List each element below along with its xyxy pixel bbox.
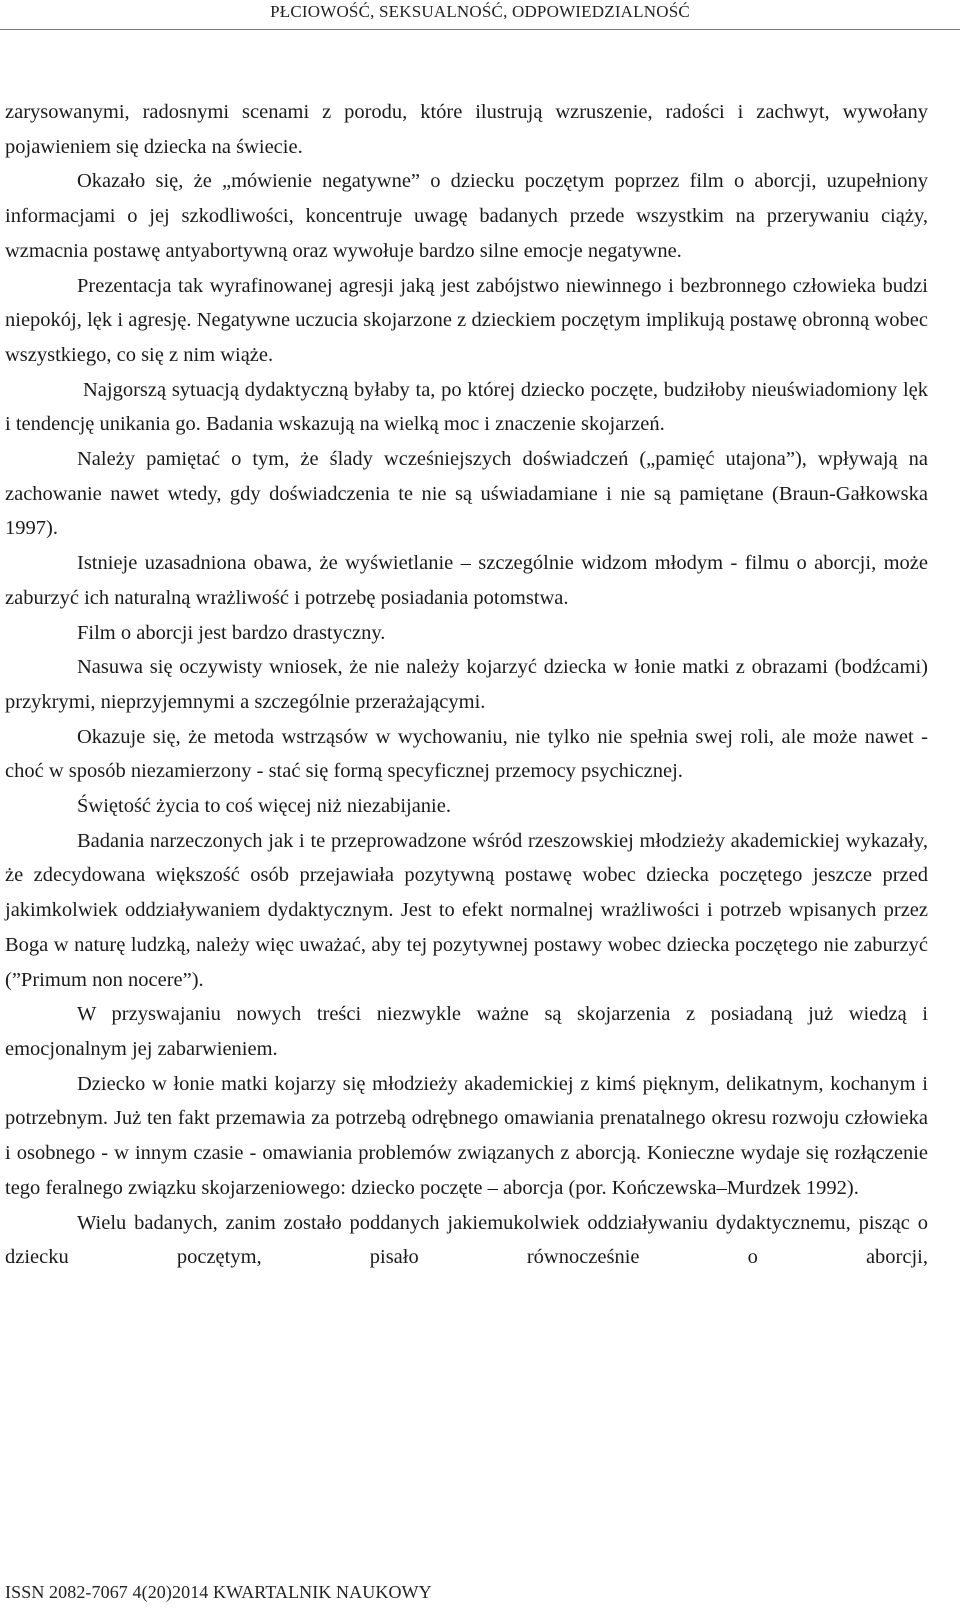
paragraph: Istnieje uzasadniona obawa, że wyświetlanie – szczególnie widzom młodym - filmu o aborcji, może zaburzyć ich naturalną wrażliwość i potrzebę posiadania potomstwa. bbox=[5, 552, 928, 609]
article-body bbox=[5, 95, 928, 1275]
running-header: PŁCIOWOŚĆ, SEKSUALNOŚĆ, ODPOWIEDZIALNOŚĆ bbox=[270, 2, 690, 21]
paragraph: Okazało się, że „mówienie negatywne” o dziecku poczętym poprzez film o aborcji, uzupełniony informacjami o jej szkodliwości, koncentruje uwagę badanych przede wszystkim na przerywaniu ciąży, wzmacnia postawę antyabortywną oraz wywołuje bardzo silne emocje negatywne. bbox=[5, 170, 928, 262]
paragraph: Należy pamiętać o tym, że ślady wcześniejszych doświadczeń („pamięć utajona”), wpływają na zachowanie nawet wtedy, gdy doświadczenia te nie są uświadamiane i nie są pamiętane (Braun-Gałkowska 1997). bbox=[5, 448, 928, 540]
header-divider bbox=[0, 29, 960, 30]
paragraph: Badania narzeczonych jak i te przeprowadzone wśród rzeszowskiej młodzieży akademickiej wykazały, że zdecydowana większość osób przejawiała pozytywną postawę wobec dziecka poczętego jeszcze przed jakimkolwiek oddziaływaniem dydaktycznym. Jest to efekt normalnej wrażliwości i potrzeb wpisanych przez Boga w naturę ludzką, należy więc uważać, aby tej pozytywnej postawy wobec dziecka poczętego nie zaburzyć (”Primum non nocere”). bbox=[5, 829, 928, 991]
paragraph: Nasuwa się oczywisty wniosek, że nie należy kojarzyć dziecka w łonie matki z obrazami (bodźcami) przykrymi, nieprzyjemnymi a szczególnie przerażającymi. bbox=[5, 656, 928, 713]
paragraph: Dziecko w łonie matki kojarzy się młodzieży akademickiej z kimś pięknym, delikatnym, kochanym i potrzebnym. Już ten fakt przemawia za potrzebą odrębnego omawiania prenatalnego okresu rozwoju człowieka i osobnego - w innym czasie - omawiania problemów związanych z aborcją. Konieczne wydaje się rozłączenie tego feralnego związku skojarzeniowego: dziecko poczęte – aborcja (por. Kończewska–Murdzek 1992). bbox=[5, 1072, 928, 1199]
running-footer: ISSN 2082-7067 4(20)2014 KWARTALNIK NAUKOWY bbox=[5, 1582, 432, 1602]
paragraph: W przyswajaniu nowych treści niezwykle ważne są skojarzenia z posiadaną już wiedzą i emocjonalnym jej zabarwieniem. bbox=[5, 1003, 928, 1060]
paragraph-continuation: zarysowanymi, radosnymi scenami z porodu, które ilustrują wzruszenie, radości i zachwyt, wywołany pojawieniem się dziecka na świecie. bbox=[5, 101, 928, 158]
paragraph: Najgorszą sytuacją dydaktyczną byłaby ta, po której dziecko poczęte, budziłoby nieuświadomiony lęk i tendencję unikania go. Badania wskazują na wielką moc i znaczenie skojarzeń. bbox=[5, 378, 928, 436]
paragraph: Świętość życia to coś więcej niż niezabijanie. bbox=[77, 795, 451, 818]
paragraph: Film o aborcji jest bardzo drastyczny. bbox=[77, 621, 386, 644]
paragraph: Okazuje się, że metoda wstrząsów w wychowaniu, nie tylko nie spełnia swej roli, ale może nawet - choć w sposób niezamierzony - stać się formą specyficznej przemocy psychicznej. bbox=[5, 725, 928, 783]
paragraph-truncated: Wielu badanych, zanim zostało poddanych jakiemukolwiek oddziaływaniu dydaktycznemu, pisząc o dziecku poczętym, pisało równocześnie o aborcji, bbox=[5, 1211, 928, 1269]
paragraph: Prezentacja tak wyrafinowanej agresji jaką jest zabójstwo niewinnego i bezbronnego człowieka budzi niepokój, lęk i agresję. Negatywne uczucia skojarzone z dzieckiem poczętym implikują postawę obronną wobec wszystkiego, co się z nim wiąże. bbox=[5, 274, 928, 366]
